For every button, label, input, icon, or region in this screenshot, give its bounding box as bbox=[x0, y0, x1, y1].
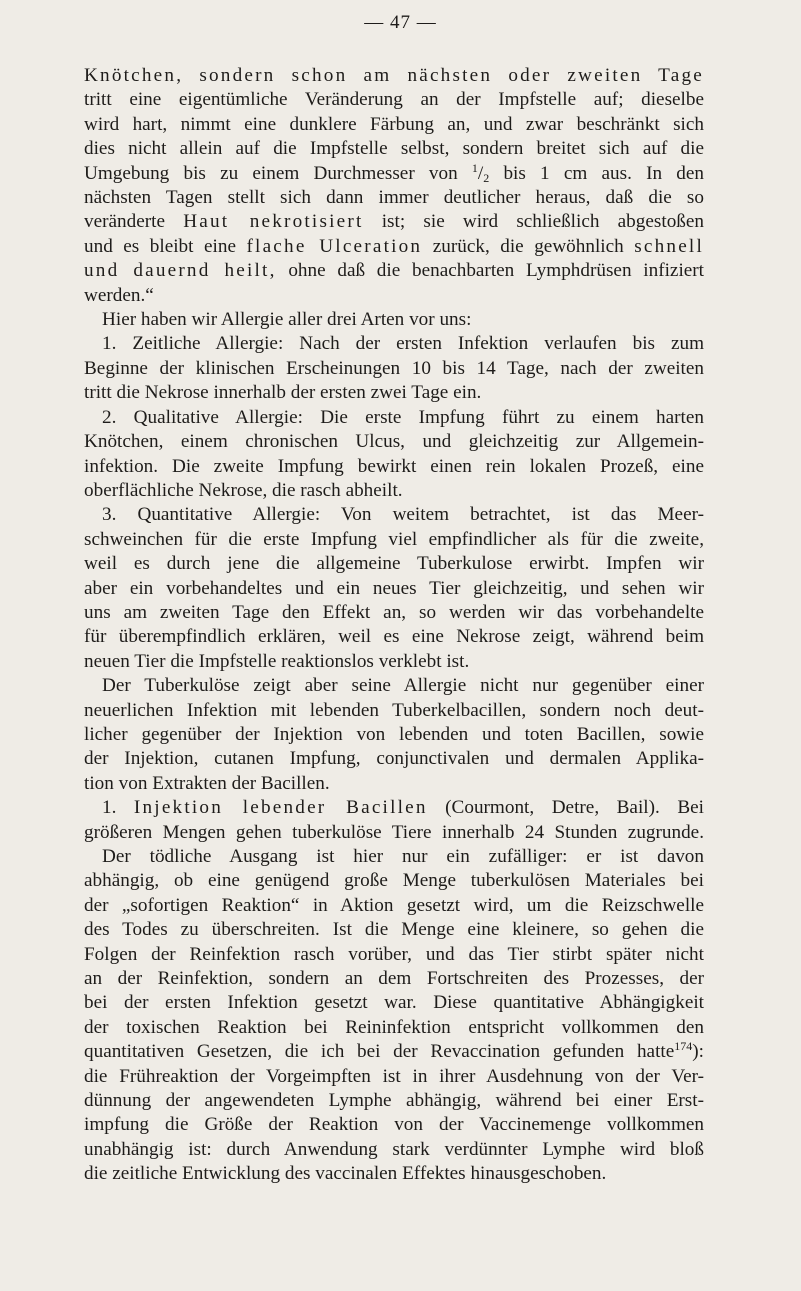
text-run: nächsten Tagen stellt sich dann immer deutlicher heraus, daß die so bbox=[84, 187, 704, 209]
text-line bbox=[84, 1162, 704, 1186]
text-run: Der Tuberkulöse zeigt aber seine Allergie nicht nur gegenüber einer bbox=[102, 675, 704, 697]
text-line bbox=[84, 528, 704, 552]
spaced-emphasis: Injektion lebender Bacillen bbox=[133, 797, 428, 819]
text-line bbox=[84, 821, 704, 845]
text-line bbox=[84, 991, 704, 1015]
text-line bbox=[84, 406, 704, 430]
text-line bbox=[84, 845, 704, 869]
text-line bbox=[84, 699, 704, 723]
text-line bbox=[84, 235, 704, 259]
spaced-emphasis: Haut nekrotisiert bbox=[183, 211, 364, 233]
text-run: Der tödliche Ausgang ist hier nur ein zufälliger: er ist davon bbox=[102, 846, 704, 867]
spaced-emphasis: flache Ulceration bbox=[246, 235, 423, 257]
text-run: uns am zweiten Tage den Effekt an, so werden wir das vorbehandelte bbox=[84, 601, 704, 623]
spaced-emphasis: Knötchen, sondern schon am nächsten oder zweiten Tage bbox=[84, 65, 704, 86]
text-run: der „sofortigen Reaktion“ in Aktion gesetzt wird, um die Reizschwelle bbox=[84, 894, 704, 916]
text-line bbox=[84, 381, 704, 405]
text-run: die zeitliche Entwicklung des vaccinalen Effektes hinausgeschoben. bbox=[84, 1163, 607, 1185]
text-run: 2. Qualitative Allergie: Die erste Impfung führt zu einem harten bbox=[102, 406, 704, 428]
text-line bbox=[84, 259, 704, 283]
text-run: Folgen der Reinfektion rasch vorüber, und das Tier stirbt später nicht bbox=[84, 943, 704, 965]
text-run: impfung die Größe der Reaktion von der Vaccinemenge vollkommen bbox=[84, 1114, 704, 1136]
text-line bbox=[84, 723, 704, 747]
text-run: infektion. Die zweite Impfung bewirkt einen rein lokalen Prozeß, eine bbox=[84, 455, 704, 477]
text-run: zurück, die gewöhnlich bbox=[422, 235, 635, 257]
text-run: und es bleibt eine bbox=[84, 235, 247, 257]
text-line bbox=[84, 1040, 704, 1064]
text-run: licher gegenüber der Injektion von lebenden und toten Bacillen, sowie bbox=[84, 723, 704, 745]
text-run: werden.“ bbox=[84, 284, 154, 306]
text-run: dünnung der angewendeten Lymphe abhängig, während bei einer Erst- bbox=[84, 1090, 704, 1112]
text-run: veränderte bbox=[84, 211, 184, 233]
text-line bbox=[84, 577, 704, 601]
text-line bbox=[84, 430, 704, 454]
text-line bbox=[84, 918, 704, 942]
text-line bbox=[84, 747, 704, 771]
text-run: ist; sie wird schließlich abgestoßen bbox=[363, 211, 704, 233]
text-line bbox=[84, 601, 704, 625]
text-line bbox=[84, 455, 704, 479]
text-run: Knötchen, einem chronischen Ulcus, und gleichzeitig zur Allgemein- bbox=[84, 431, 704, 453]
text-line bbox=[84, 284, 704, 308]
text-run: ): bbox=[692, 1041, 704, 1063]
text-line bbox=[84, 332, 704, 356]
text-run: weil es durch jene die allgemeine Tuberkulose erwirbt. Impfen wir bbox=[84, 553, 704, 575]
text-line bbox=[84, 552, 704, 576]
text-run: der Injektion, cutanen Impfung, conjunctivalen und dermalen Applika- bbox=[84, 748, 704, 770]
text-line bbox=[84, 479, 704, 503]
text-run: an der Reinfektion, sondern an dem Fortschreiten des Prozesses, der bbox=[84, 968, 704, 990]
text-line bbox=[84, 1016, 704, 1040]
spaced-emphasis: schnell bbox=[634, 235, 704, 257]
text-line bbox=[84, 869, 704, 893]
text-run: 3. Quantitative Allergie: Von weitem betrachtet, ist das Meer- bbox=[102, 504, 704, 526]
text-run: aber ein vorbehandeltes und ein neues Tier gleichzeitig, und sehen wir bbox=[84, 577, 704, 599]
spaced-emphasis: und dauernd heilt, bbox=[84, 260, 277, 282]
text-line bbox=[84, 1089, 704, 1113]
text-run: neuerlichen Infektion mit lebenden Tuberkelbacillen, sondern noch deut- bbox=[84, 699, 704, 721]
text-line bbox=[84, 137, 704, 161]
text-line bbox=[84, 674, 704, 698]
text-line bbox=[84, 1113, 704, 1137]
text-run: tritt die Nekrose innerhalb der ersten zwei Tage ein. bbox=[84, 382, 482, 404]
text-run: der toxischen Reaktion bei Reininfektion entspricht vollkommen den bbox=[84, 1016, 704, 1038]
text-line bbox=[84, 210, 704, 234]
text-line bbox=[84, 625, 704, 649]
text-run: bei der ersten Infektion gesetzt war. Diese quantitative Abhängigkeit bbox=[84, 992, 704, 1014]
text-line bbox=[84, 308, 704, 332]
text-run: 1. Zeitliche Allergie: Nach der ersten Infektion verlaufen bis zum bbox=[102, 333, 704, 355]
text-line bbox=[84, 894, 704, 918]
text-run: (Courmont, Detre, Bail). Bei bbox=[427, 797, 704, 819]
text-run: quantitativen Gesetzen, die ich bei der Revaccination gefunden hatte bbox=[84, 1041, 675, 1063]
page-number: — 47 — bbox=[364, 12, 437, 33]
text-run: ohne daß die benachbarten Lymphdrüsen infiziert bbox=[276, 260, 705, 282]
superscript: 1 bbox=[471, 160, 478, 175]
text-run: tion von Extrakten der Bacillen. bbox=[84, 772, 330, 794]
text-run: abhängig, ob eine genügend große Menge tuberkulösen Materiales bei bbox=[84, 870, 704, 892]
text-run: oberflächliche Nekrose, die rasch abheilt. bbox=[84, 479, 403, 501]
text-line bbox=[84, 796, 704, 820]
text-line bbox=[84, 1065, 704, 1089]
text-line bbox=[84, 186, 704, 210]
text-run: neuen Tier die Impfstelle reaktionslos verklebt ist. bbox=[84, 650, 470, 672]
text-run: 2 bbox=[483, 170, 490, 185]
text-run: Beginne der klinischen Erscheinungen 10 bis 14 Tage, nach der zweiten bbox=[84, 357, 704, 379]
text-run: des Todes zu überschreiten. Ist die Menge eine kleinere, so gehen die bbox=[84, 919, 704, 941]
text-run: bis 1 cm aus. In den bbox=[489, 162, 704, 184]
text-run: Hier haben wir Allergie aller drei Arten vor uns: bbox=[102, 309, 472, 331]
superscript: 174 bbox=[674, 1039, 693, 1054]
text-line bbox=[84, 64, 704, 88]
text-run: für überempfindlich erklären, weil es eine Nekrose zeigt, während beim bbox=[84, 626, 704, 648]
text-line bbox=[84, 503, 704, 527]
text-line bbox=[84, 650, 704, 674]
text-line bbox=[84, 943, 704, 967]
text-run: Umgebung bis zu einem Durchmesser von bbox=[84, 162, 472, 184]
text-line bbox=[84, 772, 704, 796]
text-line bbox=[84, 357, 704, 381]
text-line bbox=[84, 967, 704, 991]
text-run: dies nicht allein auf die Impfstelle selbst, sondern breitet sich auf die bbox=[84, 138, 704, 160]
text-run: wird hart, nimmt eine dunklere Färbung an, und zwar beschränkt sich bbox=[84, 113, 704, 135]
body-text bbox=[84, 64, 704, 1187]
text-line bbox=[84, 113, 704, 137]
text-run: unabhängig ist: durch Anwendung stark verdünnter Lymphe wird bloß bbox=[84, 1138, 704, 1160]
text-run: die Frühreaktion der Vorgeimpften ist in ihrer Ausdehnung von der Ver- bbox=[84, 1065, 704, 1087]
text-line bbox=[84, 1138, 704, 1162]
text-line bbox=[84, 162, 704, 186]
text-run: / bbox=[477, 162, 484, 184]
text-run: 1. bbox=[102, 797, 134, 819]
text-run: größeren Mengen gehen tuberkulöse Tiere innerhalb 24 Stunden zugrunde. bbox=[84, 821, 704, 843]
text-run: tritt eine eigentümliche Veränderung an der Impfstelle auf; dieselbe bbox=[84, 89, 704, 111]
text-run: schweinchen für die erste Impfung viel empfindlicher als für die zweite, bbox=[84, 528, 704, 550]
text-line bbox=[84, 88, 704, 112]
